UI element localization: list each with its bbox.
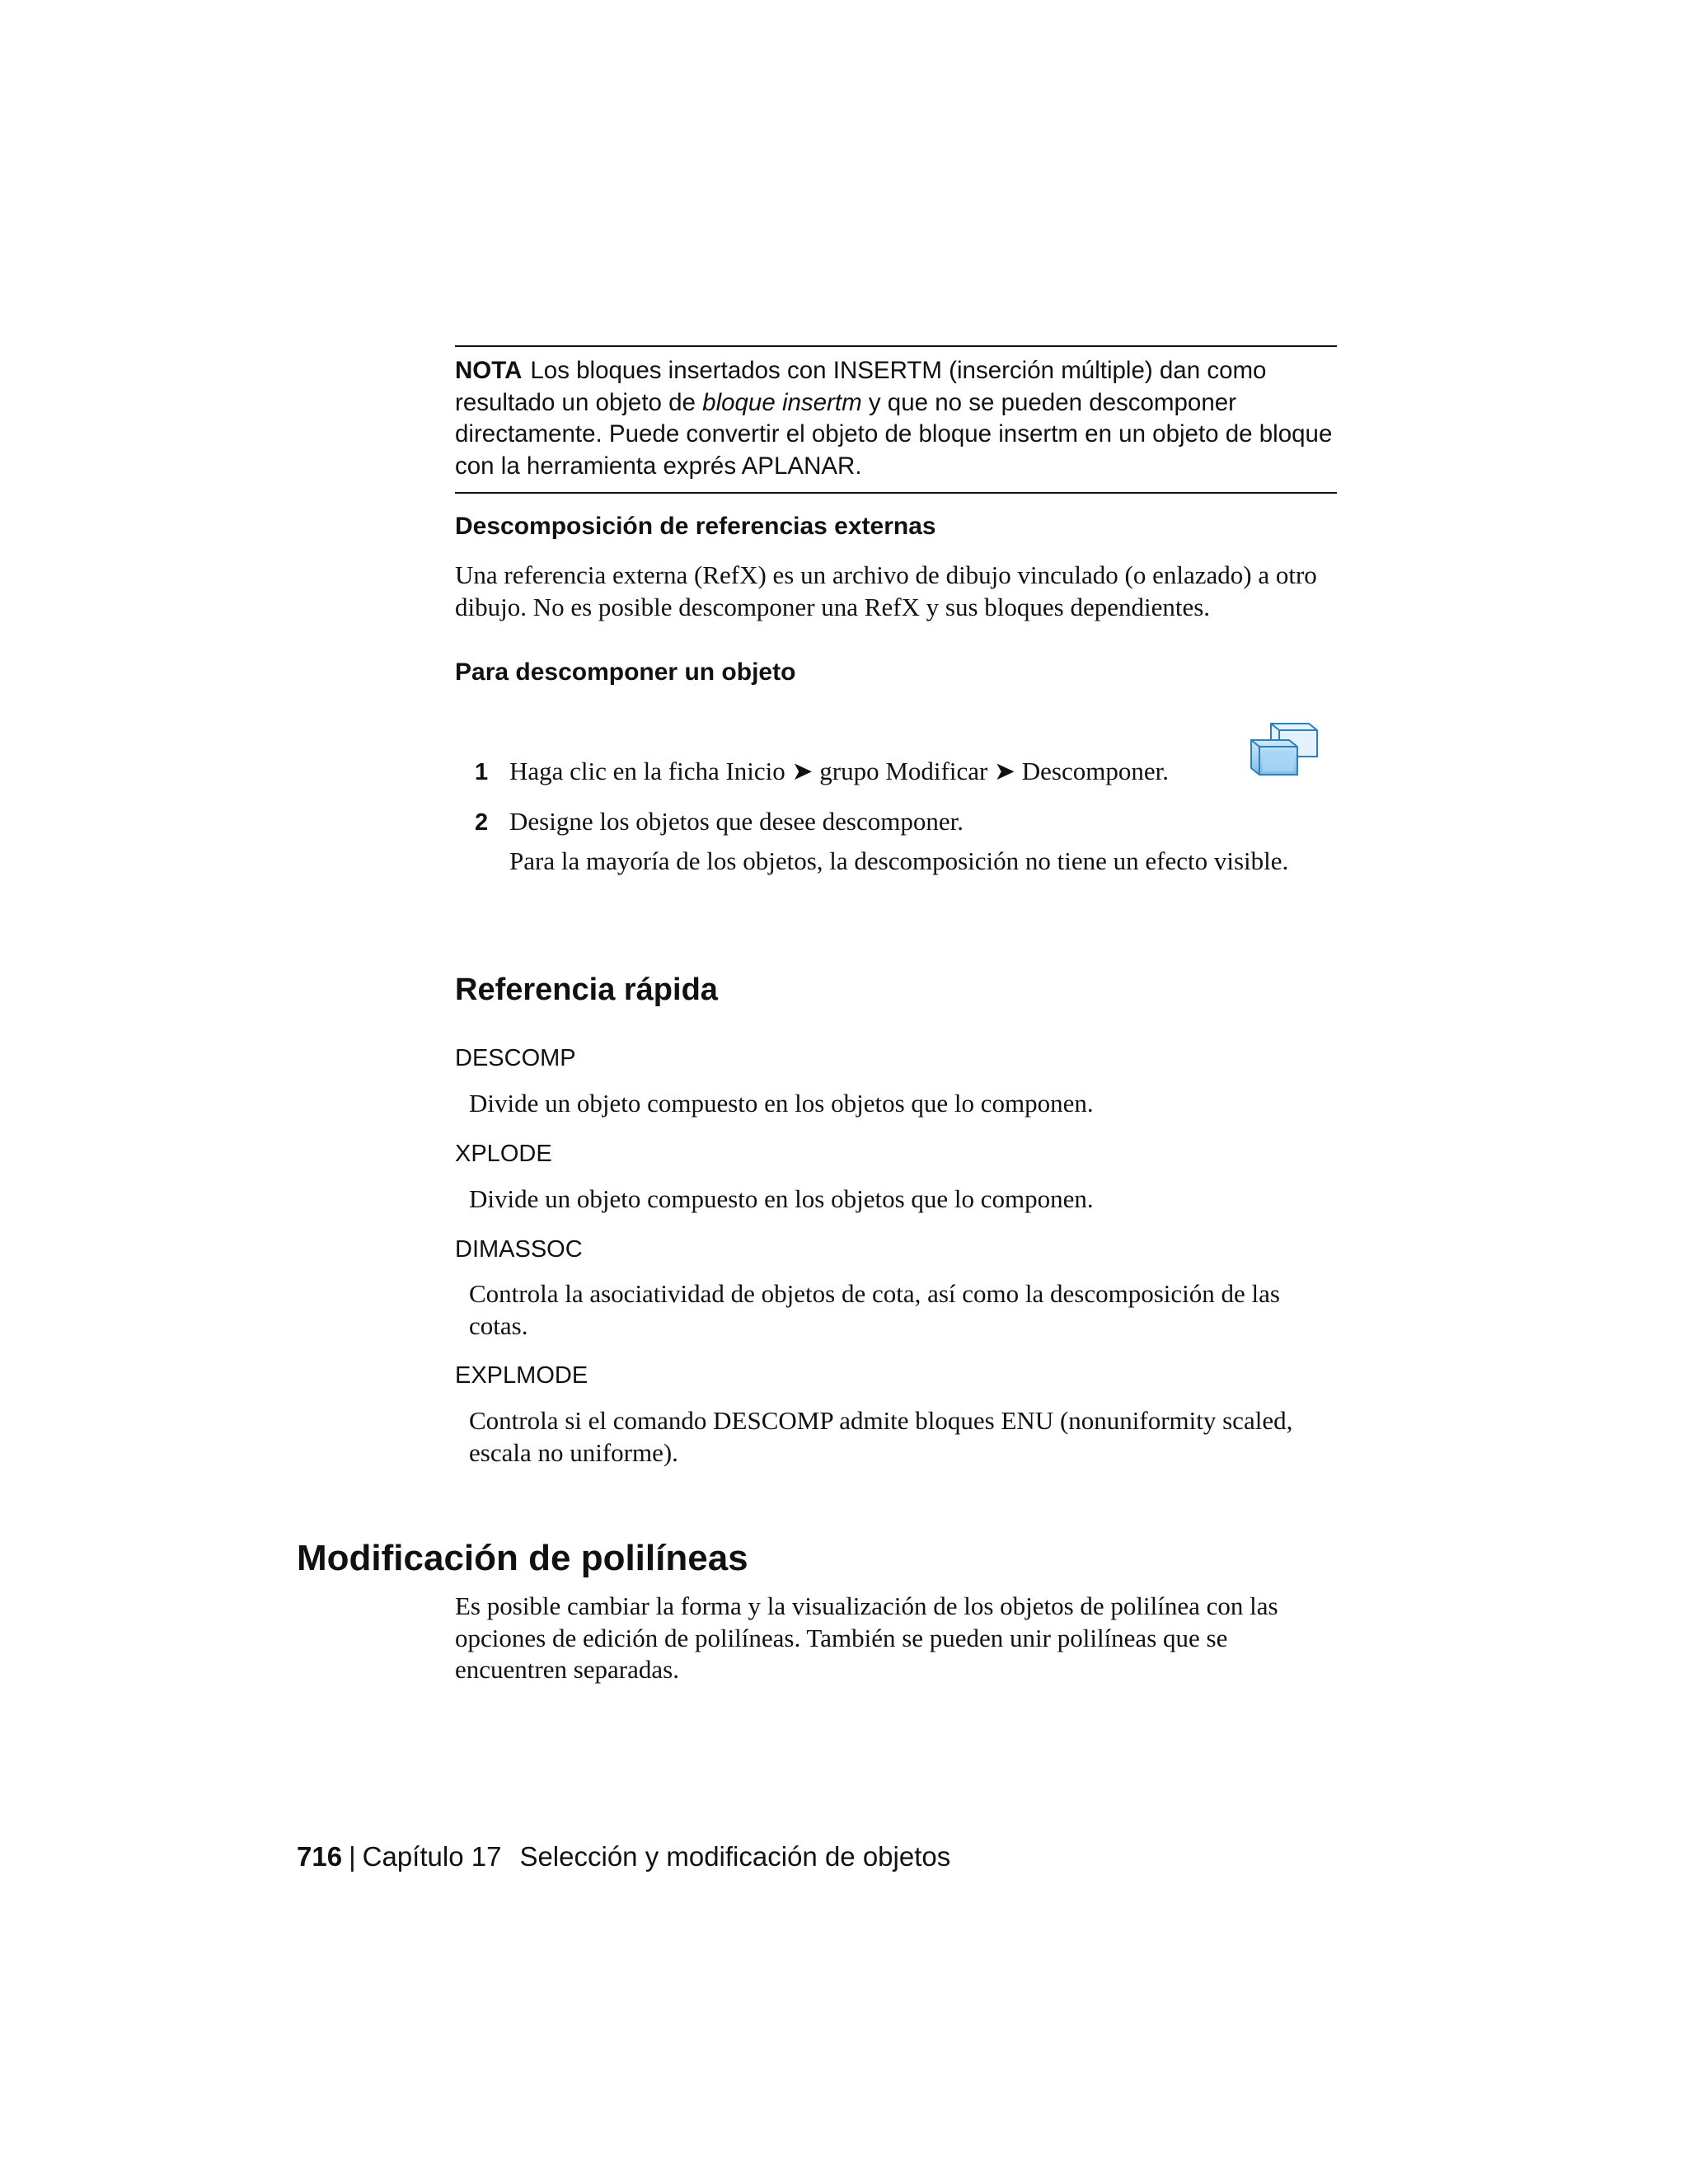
step-number: 1 <box>475 759 489 785</box>
footer-separator: | <box>349 1841 356 1872</box>
procedure-heading: Para descomponer un objeto <box>455 658 796 686</box>
command-description: Divide un objeto compuesto en los objetos que lo componen. <box>469 1089 1094 1118</box>
step-text: Designe los objetos que desee descomponer. <box>509 807 964 836</box>
command-name: DESCOMP <box>455 1045 576 1071</box>
command-description: Divide un objeto compuesto en los objetos que lo componen. <box>469 1184 1094 1213</box>
polylines-heading: Modificación de polilíneas <box>297 1538 748 1578</box>
polylines-body: Es posible cambiar la forma y la visualización de los objetos de polilínea con las opciones de edición de polilíneas. También se pueden unir polilíneas que se encuentren separadas. <box>455 1591 1278 1684</box>
note-text-before: Los bloques insertados con INSERTM (inserción múltiple) dan como resultado un objeto de <box>455 357 1267 416</box>
footer-title: Selección y modificación de objetos <box>519 1841 951 1872</box>
xref-body: Una referencia externa (RefX) es un archivo de dibujo vinculado (o enlazado) a otro dibujo. No es posible descomponer una RefX y sus bloques dependientes. <box>455 560 1317 621</box>
command-name: EXPLMODE <box>455 1362 588 1389</box>
step-number: 2 <box>475 809 489 836</box>
quick-reference-heading: Referencia rápida <box>455 972 718 1007</box>
procedure-step-2 <box>475 806 1337 839</box>
command-name: DIMASSOC <box>455 1236 583 1263</box>
xref-heading: Descomposición de referencias externas <box>455 513 936 540</box>
procedure-step-1 <box>475 756 1337 789</box>
step-2-detail: Para la mayoría de los objetos, la descomposición no tiene un efecto visible. <box>509 846 1289 875</box>
command-description: Controla si el comando DESCOMP admite bloques ENU (nonuniformity scaled, escala no uniforme). <box>469 1406 1293 1467</box>
step-text: Haga clic en la ficha Inicio ➤ grupo Modificar ➤ Descomponer. <box>509 757 1169 785</box>
note-label: NOTA <box>455 357 523 384</box>
command-name: XPLODE <box>455 1141 552 1167</box>
page-number: 716 <box>297 1841 343 1872</box>
page-footer <box>297 1840 950 1873</box>
note-text-after: y que no se pueden descomponer directamente. Puede convertir el objeto de bloque insertm en un objeto de bloque con la herramienta exprés APLANAR. <box>455 388 1333 480</box>
note-box <box>455 345 1337 494</box>
command-description: Controla la asociatividad de objetos de cota, así como la descomposición de las cotas. <box>469 1279 1280 1340</box>
note-italic-term: bloque insertm <box>702 388 862 416</box>
footer-chapter: Capítulo 17 <box>362 1841 502 1872</box>
